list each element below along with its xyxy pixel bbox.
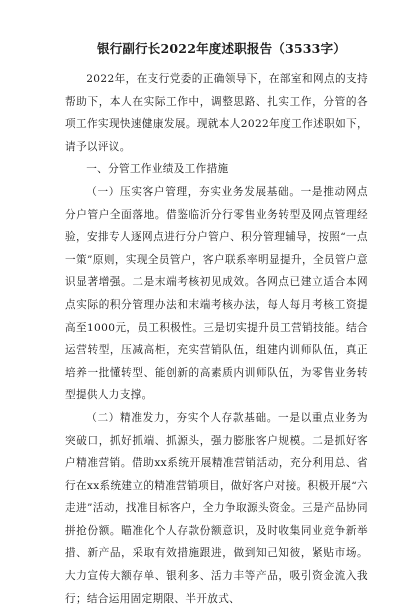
document-title: 银行副行长2022年度述职报告（3533字） <box>97 41 346 56</box>
body-paragraph-2: （二）精准发力，夯实个人存款基础。一是以重点业务为突破口，抓好抓端、抓源头，强力膨胀客户规模。二是抓好客户精准营销。借助xx系统开展精准营销活动，充分利用总、省行在xx系统建立的精准营销项目，做好客户对接。积极开展“六走进”活动，找准目标客户，全力争取源头资金。三是产品协同拼抢份额。瞄准化个人存款份额意识，及时收集同业竞争新举措、新产品，采取有效措施跟进，做到知己知彼，紧贴市场。大力宣传大额存单、银利多、活力丰等产品，吸引资金流入我行；结合运用固定期限、半开放式、 <box>65 411 368 605</box>
section-heading: 一、分管工作业绩及工作措施 <box>86 163 229 176</box>
body-paragraph-1: （一）压实客户管理，夯实业务发展基础。一是推动网点分户管户全面落地。借鉴临沂分行零售业务转型及网点管理经验，安排专人逐网点进行分户管户、积分管理辅导，按照“一点一策”原则，实现全员管户，客户联系率明显提升，全员管户意识显著增强。二是末端考核初见成效。各网点已建立适合本网点实际的积分管理办法和末端考核办法，每人每月考核工资提高至1000元，员工积极性。三是切实提升员工营销技能。结合运营转型，压减高柜，充实营销队伍，组建内训师队伍，真正培养一批懂转型、能创新的高素质内训师队伍，为零售业务转型提供人力支撑。 <box>65 185 368 402</box>
intro-paragraph: 2022年，在支行党委的正确领导下，在部室和网点的支持帮助下，本人在实际工作中，调整思路、扎实工作，分管的各项工作实现快速健康发展。现就本人2022年度工作述职如下，请予以评议。 <box>65 73 368 153</box>
